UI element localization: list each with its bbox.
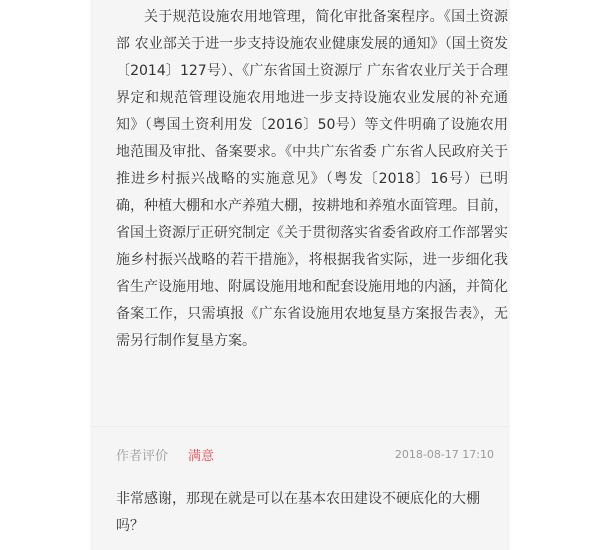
rating-label: 作者评价 <box>116 448 169 464</box>
author-rating-row <box>116 443 494 465</box>
rating-timestamp: 2018-08-17 17:10 <box>394 447 494 461</box>
rating-value: 满意 <box>188 448 215 464</box>
answer-text: 关于规范设施农用地管理，简化审批备案程序。《国土资源部 农业部关于进一步支持设施农业健康发展的通知》（国土资发〔2014〕127号）、《广东省国土资源厅 广东省农业厅关于合理界定和规范管理设施农用地进一步支持设施农业发展的补充通知》（粤国土资利用发〔2016〕50号）等文件明确了设施农用地范围及审批、备案要求。《中共广东省委 广东省人民政府关于推进乡村振兴战略的实施意见》（粤发〔2018〕16号）已明确，种植大棚和水产养殖大棚，按耕地和养殖水面管理。目前，省国土资源厅正研究制定《关于贯彻落实省委省政府工作部署实施乡村振兴战略的若干措施》，将根据我省实际，进一步细化我省生产设施用地、附属设施用地和配套设施用地的内涵，并简化备案工作，只需填报《广东省设施用农地复垦方案报告表》，无需另行制作复垦方案。 <box>116 9 508 349</box>
follow-up-comment: 非常感谢，那现在就是可以在基本农田建设不硬底化的大棚吗？ <box>116 491 480 534</box>
divider <box>90 426 510 427</box>
